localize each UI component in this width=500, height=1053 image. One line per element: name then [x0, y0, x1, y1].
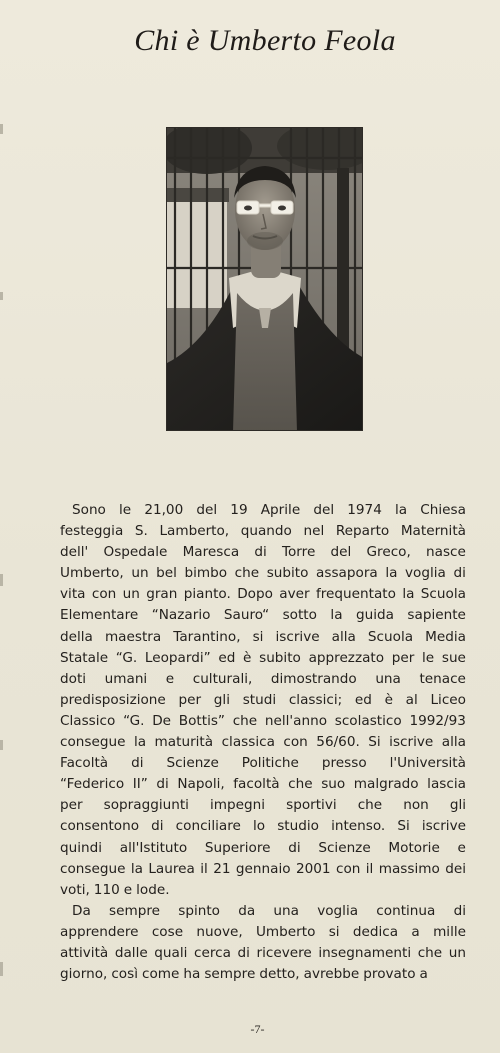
- word: lascia: [427, 776, 466, 793]
- word: che: [288, 776, 313, 793]
- word: gennaio: [235, 860, 291, 877]
- word: quindi: [60, 839, 103, 856]
- word: di: [254, 544, 267, 561]
- word: iscrive: [421, 818, 466, 835]
- word: Greco,: [366, 544, 411, 561]
- word: consegue: [60, 860, 126, 877]
- word: insegnamenti: [318, 944, 412, 961]
- text-line: [60, 901, 466, 922]
- word: del: [196, 502, 218, 518]
- word: De: [152, 712, 172, 729]
- word: sotto: [282, 607, 317, 624]
- word: del: [313, 502, 335, 518]
- word: non: [403, 797, 429, 814]
- portrait-photo: [166, 127, 363, 431]
- word: bimbo: [184, 565, 228, 582]
- word: festeggia: [60, 523, 124, 540]
- word: dei: [445, 860, 466, 877]
- word: consentono: [60, 818, 140, 835]
- text-line: [60, 922, 466, 943]
- text-line: [60, 859, 466, 880]
- word: Chiesa: [420, 502, 466, 518]
- word: suo: [321, 776, 346, 793]
- text-line: [60, 816, 466, 837]
- word: maestra: [104, 628, 162, 645]
- word: di: [131, 755, 144, 772]
- text-line: [60, 690, 466, 711]
- page-edge-mark: [0, 962, 3, 976]
- word: Maresca: [182, 544, 240, 561]
- word: la: [385, 565, 398, 582]
- word: la: [402, 586, 415, 603]
- word: sportivi: [286, 797, 337, 814]
- word: la: [330, 607, 343, 624]
- word: ricevere: [256, 944, 312, 961]
- word: sue: [441, 649, 466, 666]
- word: per: [391, 649, 415, 666]
- word: gli: [449, 797, 466, 814]
- word: ed: [354, 691, 372, 708]
- word: Politiche: [241, 755, 299, 772]
- word: dalle: [114, 944, 148, 961]
- word: 110: [93, 881, 120, 898]
- word: 1992/93: [409, 712, 466, 729]
- word: studi: [242, 691, 277, 708]
- word: “G.: [115, 649, 138, 666]
- word: Maternità: [400, 523, 466, 540]
- word: “Nazario: [151, 607, 211, 624]
- word: lo: [252, 818, 266, 835]
- word: voglia: [317, 902, 359, 919]
- word: Sono: [72, 502, 106, 518]
- word: Laurea: [148, 860, 195, 877]
- word: Superiore: [204, 839, 271, 856]
- word: a: [411, 923, 420, 940]
- word: vita: [60, 586, 86, 603]
- word: S.: [134, 523, 148, 540]
- word: pianto.: [183, 586, 231, 603]
- word: Scuola: [367, 628, 414, 645]
- word: ed: [218, 649, 236, 666]
- word: la: [133, 734, 147, 751]
- paragraph-2: [60, 901, 466, 985]
- page-edge-mark: [0, 292, 3, 300]
- text-line: [60, 500, 466, 521]
- word: di: [453, 902, 466, 919]
- word: Tarantino,: [173, 628, 241, 645]
- word: Leopardi”: [144, 649, 211, 666]
- word: conciliare: [175, 818, 241, 835]
- word: consegue: [60, 734, 126, 751]
- word: a: [419, 966, 428, 983]
- word: umani: [104, 670, 148, 687]
- word: che: [234, 565, 260, 582]
- word: con: [283, 734, 308, 751]
- word: guida: [355, 607, 394, 624]
- word: per: [60, 797, 83, 814]
- word: nell'anno: [264, 712, 328, 729]
- word: e: [457, 839, 466, 856]
- text-line: [60, 521, 466, 542]
- word: Da: [72, 902, 91, 919]
- text-line: [60, 584, 466, 605]
- page-edge-mark: [0, 124, 3, 134]
- word: sempre: [204, 966, 256, 983]
- page-title: Chi è Umberto Feola: [134, 24, 396, 57]
- word: quando: [240, 523, 292, 540]
- text-line: [60, 795, 466, 816]
- word: dell': [60, 544, 89, 561]
- word: scolastico: [334, 712, 402, 729]
- word: Aprile: [260, 502, 301, 518]
- word: malgrado: [353, 776, 419, 793]
- word: spinto: [178, 902, 220, 919]
- word: Lamberto,: [159, 523, 230, 540]
- word: che: [417, 944, 443, 961]
- word: le: [422, 649, 435, 666]
- word: e: [123, 881, 133, 898]
- page-edge-mark: [0, 574, 3, 586]
- word: “G.: [123, 712, 145, 729]
- word: le: [119, 502, 132, 518]
- text-line: [60, 880, 466, 901]
- word: della: [60, 628, 93, 645]
- word: bel: [156, 565, 177, 582]
- word: alla: [441, 734, 466, 751]
- word: di: [156, 776, 169, 793]
- word: nasce: [426, 544, 466, 561]
- word: doti: [60, 670, 87, 687]
- word: provato: [363, 966, 416, 983]
- word: Reparto: [335, 523, 390, 540]
- word: Scienze: [318, 839, 371, 856]
- word: ha: [183, 966, 201, 983]
- text-line: [60, 627, 466, 648]
- word: un: [448, 944, 466, 961]
- page-edge-mark: [0, 740, 3, 750]
- word: sopraggiunti: [103, 797, 189, 814]
- word: di: [453, 565, 466, 582]
- word: II”: [132, 776, 148, 793]
- portrait-photo-icon: [167, 128, 363, 431]
- word: che: [357, 797, 383, 814]
- text-line: [60, 605, 466, 626]
- word: con: [335, 860, 361, 877]
- text-line: [60, 838, 466, 859]
- word: il: [200, 860, 208, 877]
- word: continua: [376, 902, 436, 919]
- word: un: [122, 586, 140, 603]
- paragraph-1: [60, 500, 466, 901]
- word: sapiente: [407, 607, 466, 624]
- text-line: [60, 774, 466, 795]
- word: apprezzato: [308, 649, 385, 666]
- word: voglia: [405, 565, 446, 582]
- word: apprendere: [60, 923, 139, 940]
- word: sempre: [109, 902, 161, 919]
- text-line: [60, 732, 466, 753]
- word: Umberto,: [60, 565, 124, 582]
- text-line: [60, 563, 466, 584]
- word: Facoltà: [60, 755, 109, 772]
- word: cerca: [194, 944, 231, 961]
- word: e: [165, 670, 175, 687]
- page-number: -7-: [250, 1022, 265, 1036]
- word: dimostrando: [270, 670, 357, 687]
- word: Scuola: [420, 586, 466, 603]
- word: Napoli,: [177, 776, 225, 793]
- word: alla: [331, 628, 356, 645]
- word: predisposizione: [60, 691, 166, 708]
- word: culturali,: [192, 670, 253, 687]
- word: Ospedale: [103, 544, 168, 561]
- word: di: [151, 818, 164, 835]
- word: tenace: [419, 670, 466, 687]
- word: una: [273, 902, 299, 919]
- word: attività: [60, 944, 109, 961]
- word: l'Università: [389, 755, 466, 772]
- word: Dopo: [237, 586, 273, 603]
- word: gran: [146, 586, 178, 603]
- word: dedica: [352, 923, 399, 940]
- word: Torre: [282, 544, 316, 561]
- word: Si: [397, 818, 410, 835]
- word: si: [252, 628, 264, 645]
- word: al: [405, 691, 418, 708]
- word: Media: [425, 628, 466, 645]
- word: è: [243, 649, 252, 666]
- word: 21,00: [144, 502, 184, 518]
- text-line: [60, 648, 466, 669]
- word: iscrive: [389, 734, 434, 751]
- word: subito: [266, 565, 309, 582]
- word: classici;: [288, 691, 343, 708]
- word: per: [178, 691, 202, 708]
- word: presso: [321, 755, 367, 772]
- word: è: [384, 691, 393, 708]
- word: Umberto: [255, 923, 316, 940]
- word: da: [238, 902, 256, 919]
- text-line: [60, 669, 466, 690]
- word: “Federico: [60, 776, 125, 793]
- word: maturità: [154, 734, 214, 751]
- word: come: [141, 966, 180, 983]
- word: nel: [303, 523, 325, 540]
- text-line: [60, 542, 466, 563]
- word: facoltà: [233, 776, 280, 793]
- word: così: [111, 966, 138, 983]
- word: Scienze: [166, 755, 219, 772]
- word: subito: [259, 649, 301, 666]
- word: una: [375, 670, 401, 687]
- word: 21: [213, 860, 231, 877]
- word: giorno,: [60, 966, 108, 983]
- word: il: [365, 860, 374, 877]
- word: frequentato: [315, 586, 396, 603]
- word: la: [395, 502, 408, 518]
- word: si: [328, 923, 340, 940]
- word: 1974: [347, 502, 382, 518]
- word: di: [237, 944, 250, 961]
- text-line: [60, 711, 466, 732]
- word: Si: [368, 734, 381, 751]
- text-line: [60, 964, 466, 985]
- word: Statale: [60, 649, 109, 666]
- word: di: [288, 839, 301, 856]
- word: iscrive: [275, 628, 320, 645]
- word: Liceo: [430, 691, 466, 708]
- word: detto,: [259, 966, 300, 983]
- word: Bottis”: [178, 712, 225, 729]
- word: 2001: [295, 860, 331, 877]
- word: la: [130, 860, 143, 877]
- word: voti,: [60, 881, 90, 898]
- biography-text: [60, 500, 466, 985]
- word: avrebbe: [303, 966, 360, 983]
- word: Classico: [60, 712, 116, 729]
- text-line: [60, 943, 466, 964]
- word: con: [91, 586, 117, 603]
- word: impegni: [210, 797, 266, 814]
- word: classica: [221, 734, 275, 751]
- text-line: [60, 753, 466, 774]
- word: Elementare: [60, 607, 139, 624]
- word: lode.: [136, 881, 170, 898]
- word: mille: [433, 923, 466, 940]
- word: massimo: [378, 860, 440, 877]
- word: del: [330, 544, 352, 561]
- word: quali: [154, 944, 188, 961]
- word: Sauro“: [223, 607, 270, 624]
- word: all'Istituto: [119, 839, 188, 856]
- word: 56/60.: [316, 734, 360, 751]
- word: gli: [213, 691, 230, 708]
- word: intenso.: [331, 818, 386, 835]
- word: cose: [151, 923, 184, 940]
- word: che: [232, 712, 258, 729]
- word: 19: [230, 502, 248, 518]
- word: un: [131, 565, 149, 582]
- word: studio: [277, 818, 319, 835]
- word: nuove,: [196, 923, 243, 940]
- word: Motorie: [388, 839, 440, 856]
- word: assapora: [316, 565, 378, 582]
- word: aver: [279, 586, 310, 603]
